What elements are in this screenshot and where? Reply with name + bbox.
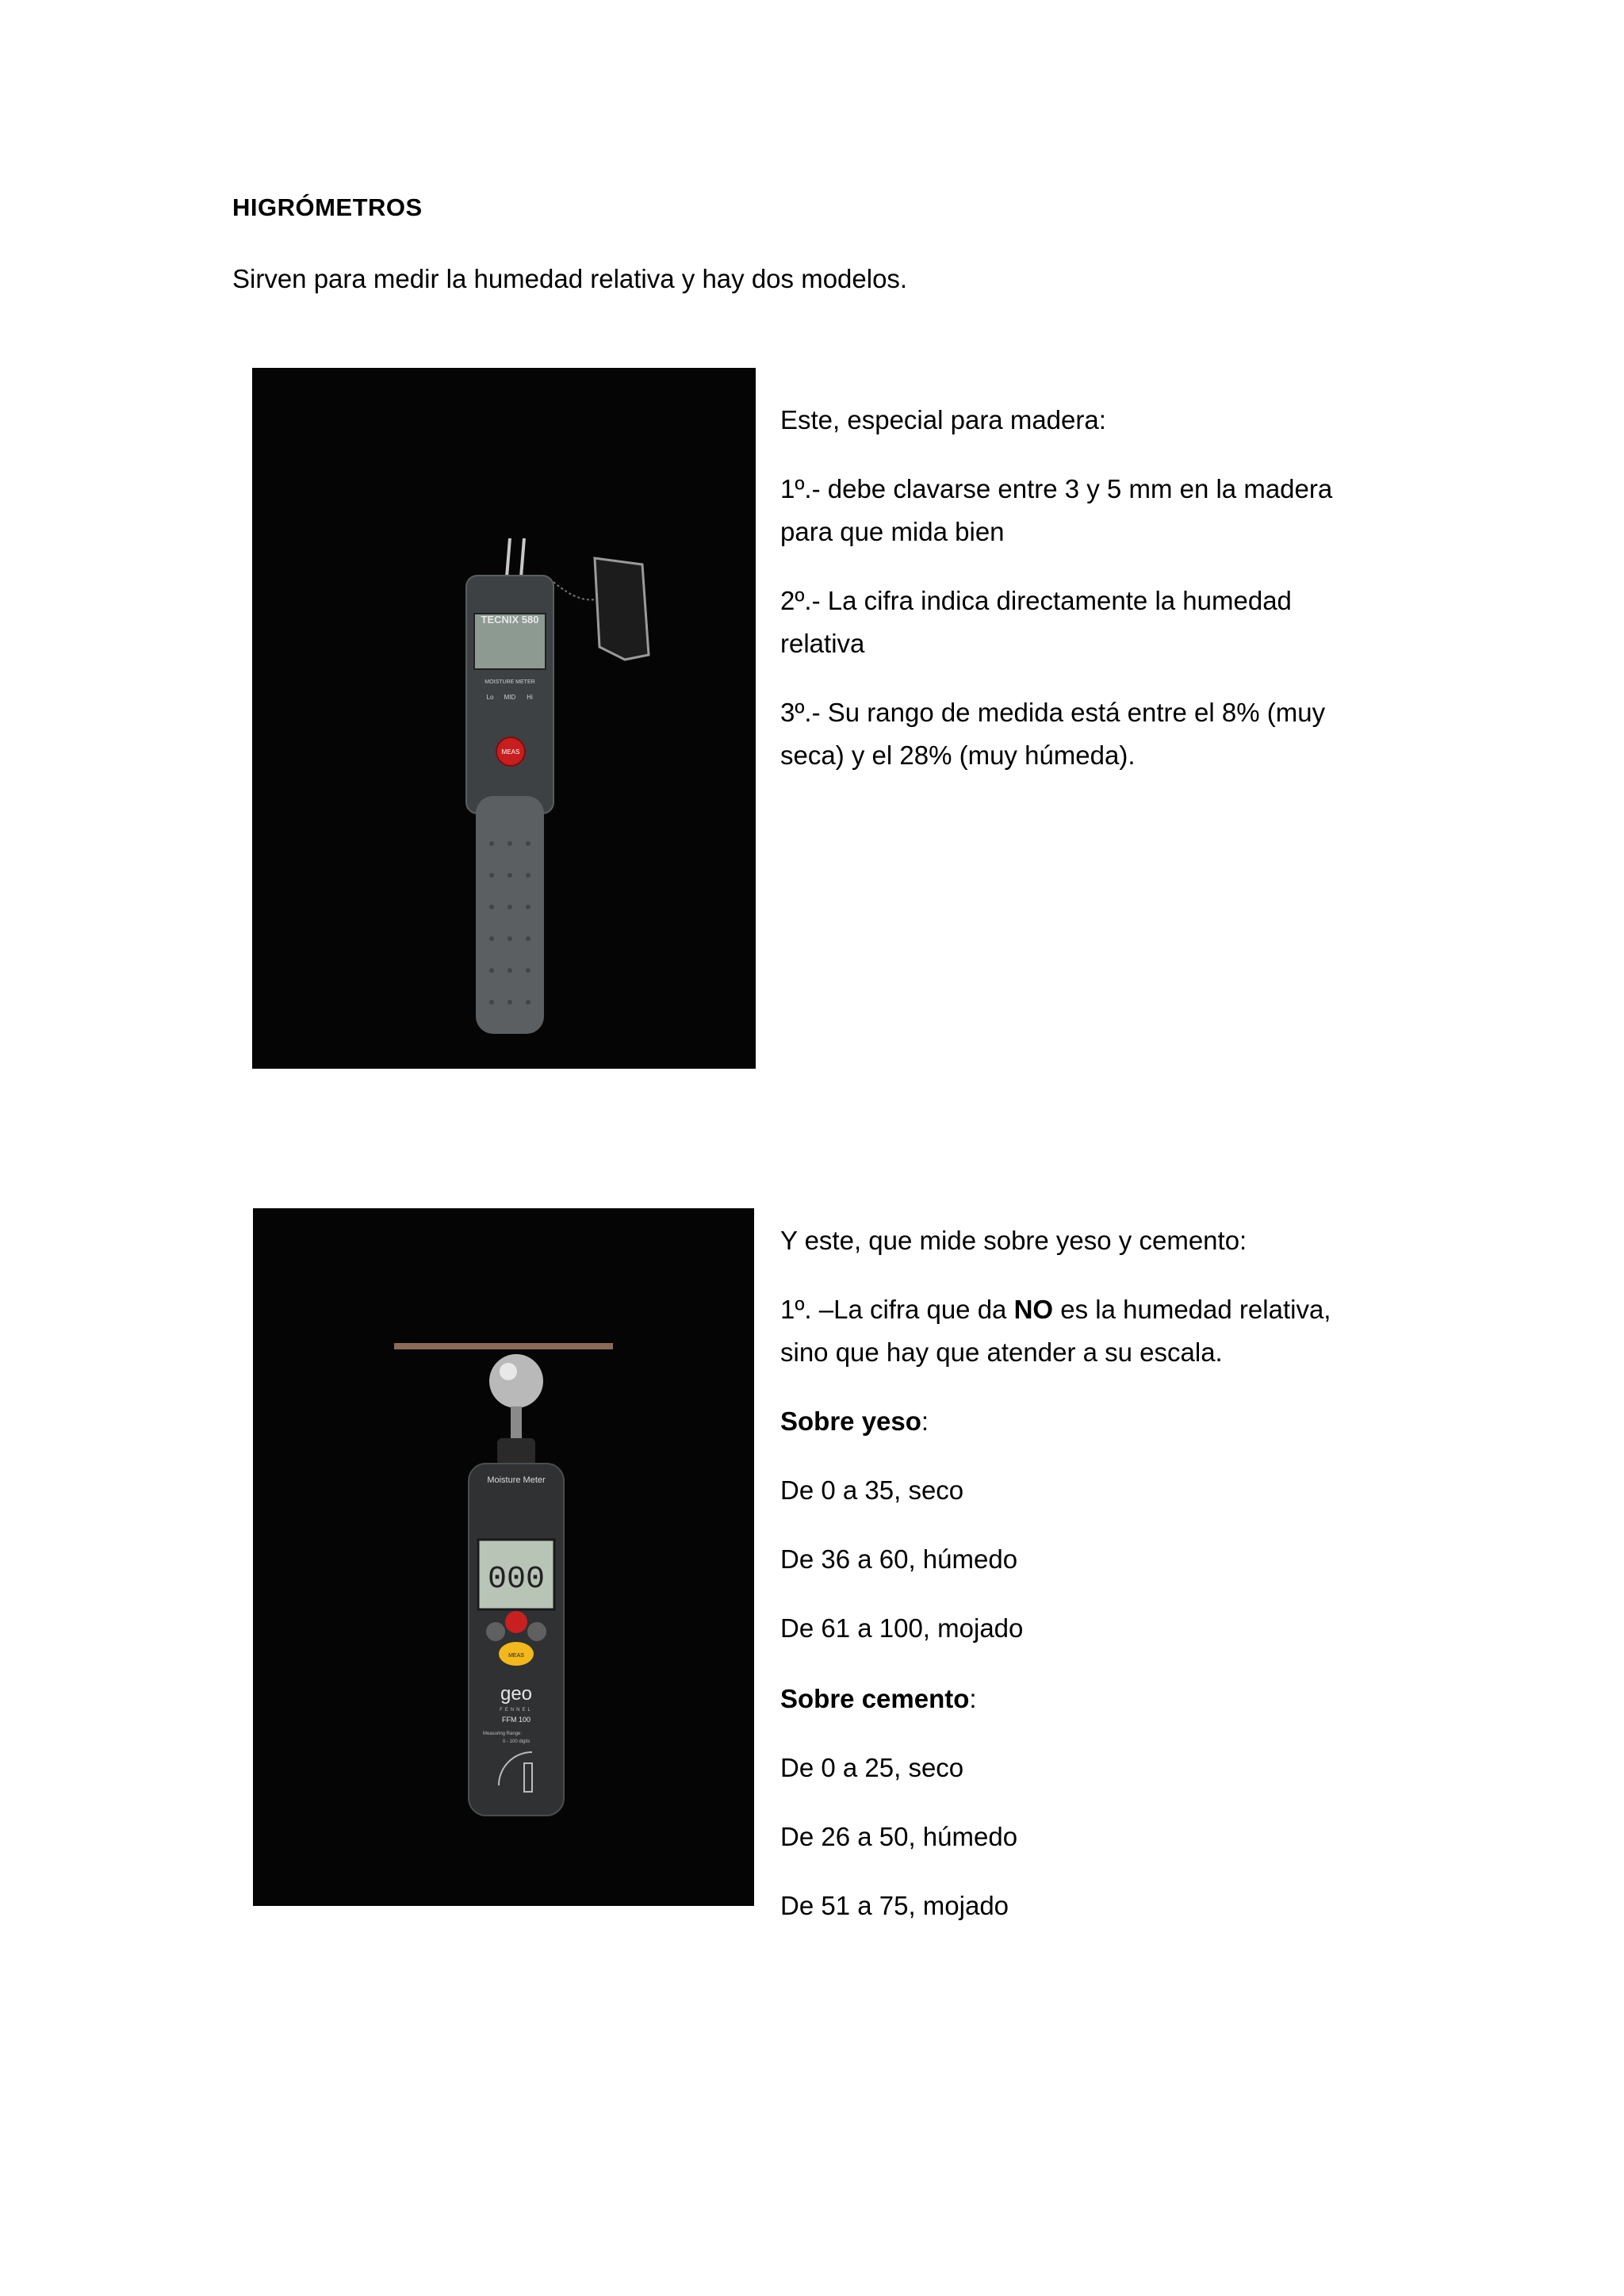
yeso-item-3: De 61 a 100, mojado bbox=[780, 1613, 1024, 1643]
section1-p1: 1º.- debe clavarse entre 3 y 5 mm en la madera para que mida bien bbox=[780, 474, 1333, 546]
section2-p1-end: es la humedad relativa, sino que hay que atender a su escala. bbox=[780, 1295, 1331, 1367]
device2-brand: geo bbox=[500, 1683, 533, 1705]
section1-p2: 2º.- La cifra indica directamente la humedad relativa bbox=[780, 586, 1292, 658]
device2-label: Moisture Meter bbox=[487, 1475, 546, 1485]
page-title: HIGRÓMETROS bbox=[232, 193, 423, 221]
device2-range: 0 - 100 digits bbox=[503, 1739, 530, 1744]
section2-p1 bbox=[780, 1288, 1383, 1374]
device1-level-mid: MID bbox=[504, 694, 516, 701]
section2-p1-start: 1º. –La cifra que da bbox=[780, 1295, 1014, 1324]
device1-level-hi: Hi bbox=[527, 694, 533, 701]
device2-brand-sub: FENNEL bbox=[500, 1708, 533, 1712]
yeso-label: Sobre yeso bbox=[780, 1406, 921, 1436]
cemento-item-1: De 0 a 25, seco bbox=[780, 1753, 964, 1782]
section2-heading: Y este, que mide sobre yeso y cemento: bbox=[780, 1226, 1247, 1255]
device2-range-label: Measuring Range: bbox=[483, 1732, 523, 1736]
yeso-item-1: De 0 a 35, seco bbox=[780, 1475, 964, 1505]
device1-brand: TECNIX 580 bbox=[481, 614, 539, 626]
device2-meas-button: MEAS bbox=[508, 1653, 524, 1659]
wood-moisture-meter-photo bbox=[252, 368, 756, 1069]
device2-display: 000 bbox=[487, 1562, 546, 1598]
intro-text: Sirven para medir la humedad relativa y hay dos modelos. bbox=[232, 264, 908, 293]
cemento-item-2: De 26 a 50, húmedo bbox=[780, 1822, 1018, 1851]
yeso-heading: Sobre yeso: bbox=[780, 1406, 929, 1436]
device2-model: FFM 100 bbox=[501, 1716, 531, 1724]
section1-heading: Este, especial para madera: bbox=[780, 405, 1106, 434]
cemento-heading: Sobre cemento: bbox=[780, 1684, 977, 1713]
cemento-item-3: De 51 a 75, mojado bbox=[780, 1891, 1009, 1920]
section1-p3: 3º.- Su rango de medida está entre el 8% (muy seca) y el 28% (muy húmeda). bbox=[780, 698, 1326, 770]
gypsum-cement-moisture-meter-photo bbox=[253, 1208, 754, 1906]
yeso-item-2: De 36 a 60, húmedo bbox=[780, 1544, 1018, 1574]
device1-level-lo: Lo bbox=[486, 694, 494, 701]
section2-p1-bold: NO bbox=[1013, 1295, 1054, 1324]
device1-meas-button: MEAS bbox=[501, 748, 520, 756]
cemento-label: Sobre cemento bbox=[780, 1684, 970, 1713]
device1-label: MOISTURE METER bbox=[485, 679, 535, 685]
